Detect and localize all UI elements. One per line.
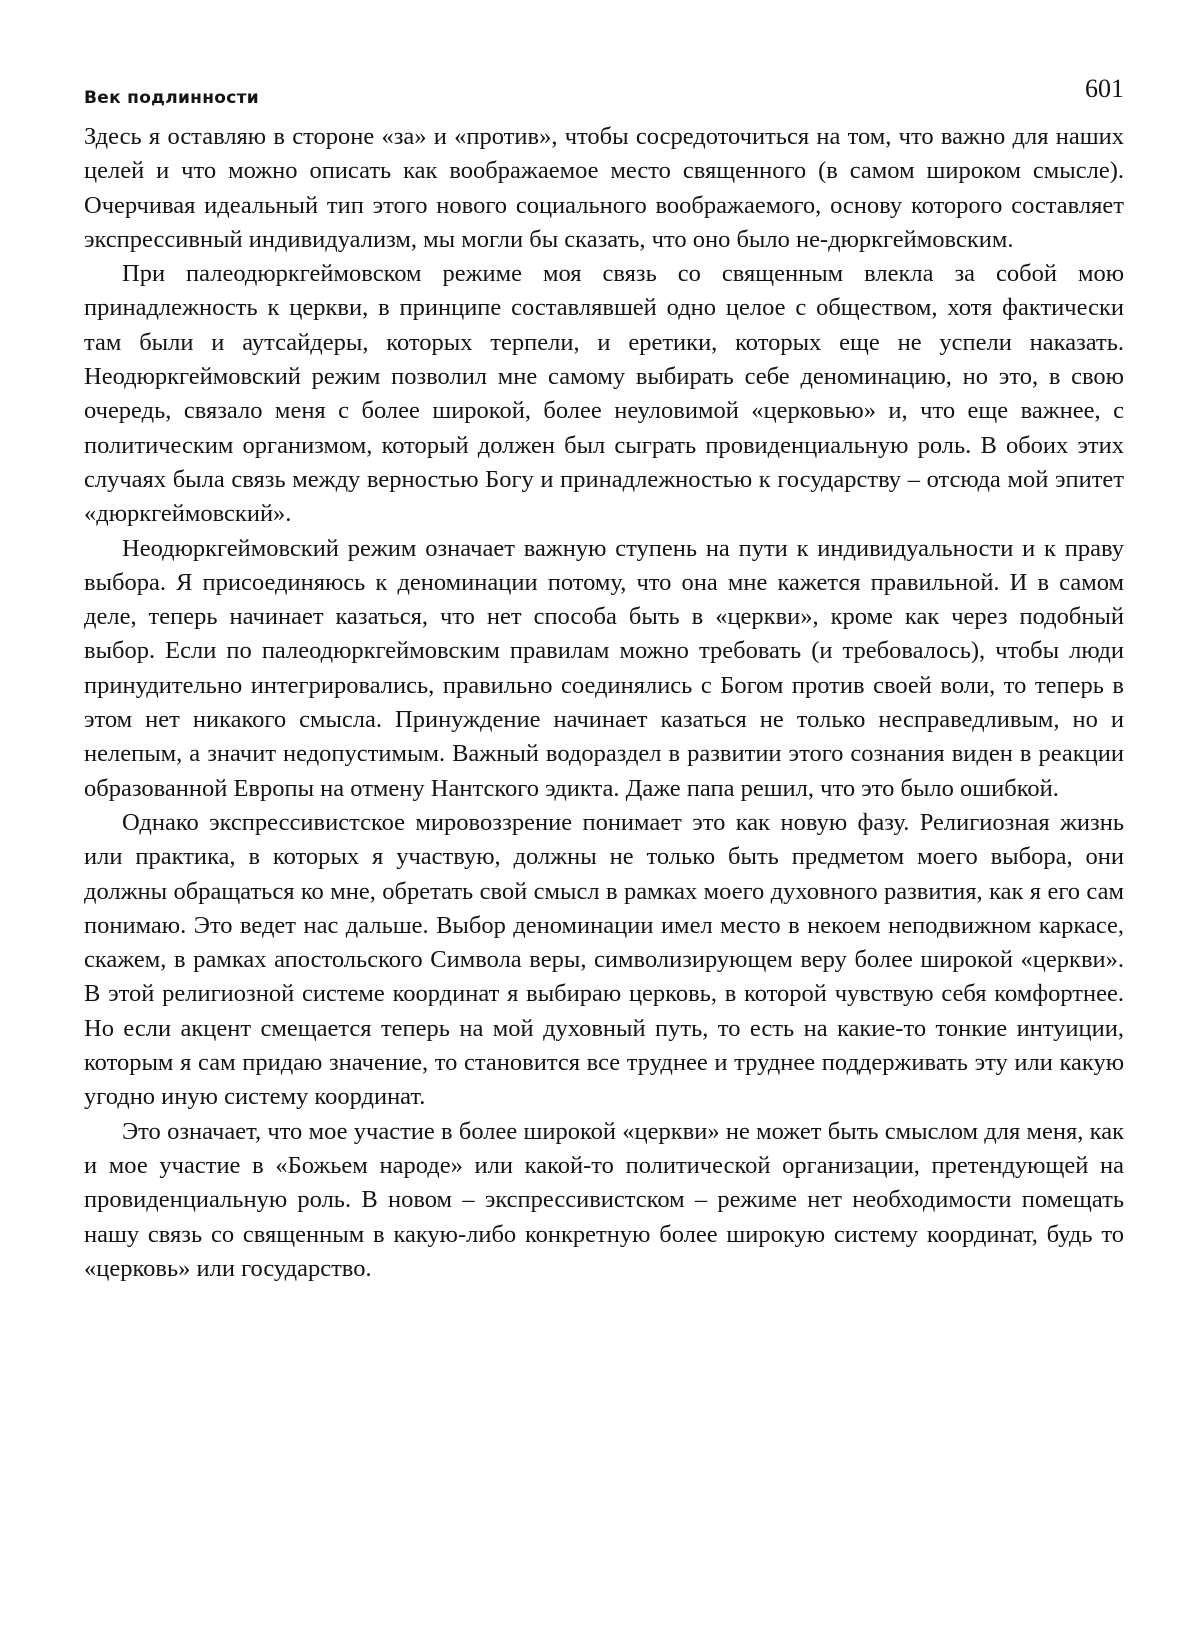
running-head [84, 74, 1124, 120]
book-page [84, 74, 1124, 1286]
paragraph: Неодюркгеймовский режим означает важную ступень на пути к индивидуальности и к праву выбора. Я присоединяюсь к деноминации потому, что она мне кажется правильной. И в самом деле, теперь начинает казаться, что нет способа быть в «церкви», кроме как через подобный выбор. Если по палеодюркгеймовским правилам можно требовать (и требовалось), чтобы люди принудительно интегрировались, правильно соединялись с Богом против своей воли, то теперь в этом нет никакого смысла. Принуждение начинает казаться не только несправедливым, но и нелепым, а значит недопустимым. Важный водораздел в развитии этого сознания виден в реакции образованной Европы на отмену Нантского эдикта. Даже папа решил, что это было ошибкой. [84, 534, 1124, 802]
page-number: 601 [1085, 74, 1124, 103]
paragraph: Это означает, что мое участие в более широкой «церкви» не может быть смыслом для меня, как и мое участие в «Божьем народе» или какой-то политической организации, претендующей на провиденциальную роль. В новом – экспрессивистском – режиме нет необходимости помещать нашу связь со священным в какую-либо конкретную более широкую систему координат, будь то «церковь» или государство. [84, 1117, 1124, 1282]
running-title: Век подлинности [84, 88, 259, 108]
body-text [84, 120, 1124, 1286]
paragraph: При палеодюркгеймовском режиме моя связь со священным влекла за собой мою принадлежность к церкви, в принципе составлявшей одно целое с обществом, хотя фактически там были и аутсайдеры, которых терпели, и еретики, которых еще не успели наказать. Неодюркгеймовский режим позволил мне самому выбирать себе деноминацию, но это, в свою очередь, связало меня с более широкой, более неуловимой «церковью» и, что еще важнее, с политическим организмом, который должен был сыграть провиденциальную роль. В обоих этих случаях была связь между верностью Богу и принадлежностью к государству – отсюда мой эпитет «дюркгеймовский». [84, 260, 1124, 528]
paragraph: Здесь я оставляю в стороне «за» и «против», чтобы сосредоточиться на том, что важно для наших целей и что можно описать как воображаемое место священного (в самом широком смысле). Очерчивая идеальный тип этого нового социального воображаемого, основу которого составляет экспрессивный индивидуализм, мы могли бы сказать, что оно было не-дюркгеймовским. [84, 123, 1124, 253]
paragraph: Однако экспрессивистское мировоззрение понимает это как новую фазу. Религиозная жизнь или практика, в которых я участвую, должны не только быть предметом моего выбора, они должны обращаться ко мне, обретать свой смысл в рамках моего духовного развития, как я его сам понимаю. Это ведет нас дальше. Выбор деноминации имел место в некоем неподвижном каркасе, скажем, в рамках апостольского Символа веры, символизирующем веру более широкой «церкви». В этой религиозной системе координат я выбираю церковь, в которой чувствую себя комфортнее. Но если акцент смещается теперь на мой духовный путь, то есть на какие-то тонкие интуиции, которым я сам придаю значение, то становится все труднее и труднее поддерживать эту или какую угодно иную систему координат. [84, 808, 1124, 1111]
